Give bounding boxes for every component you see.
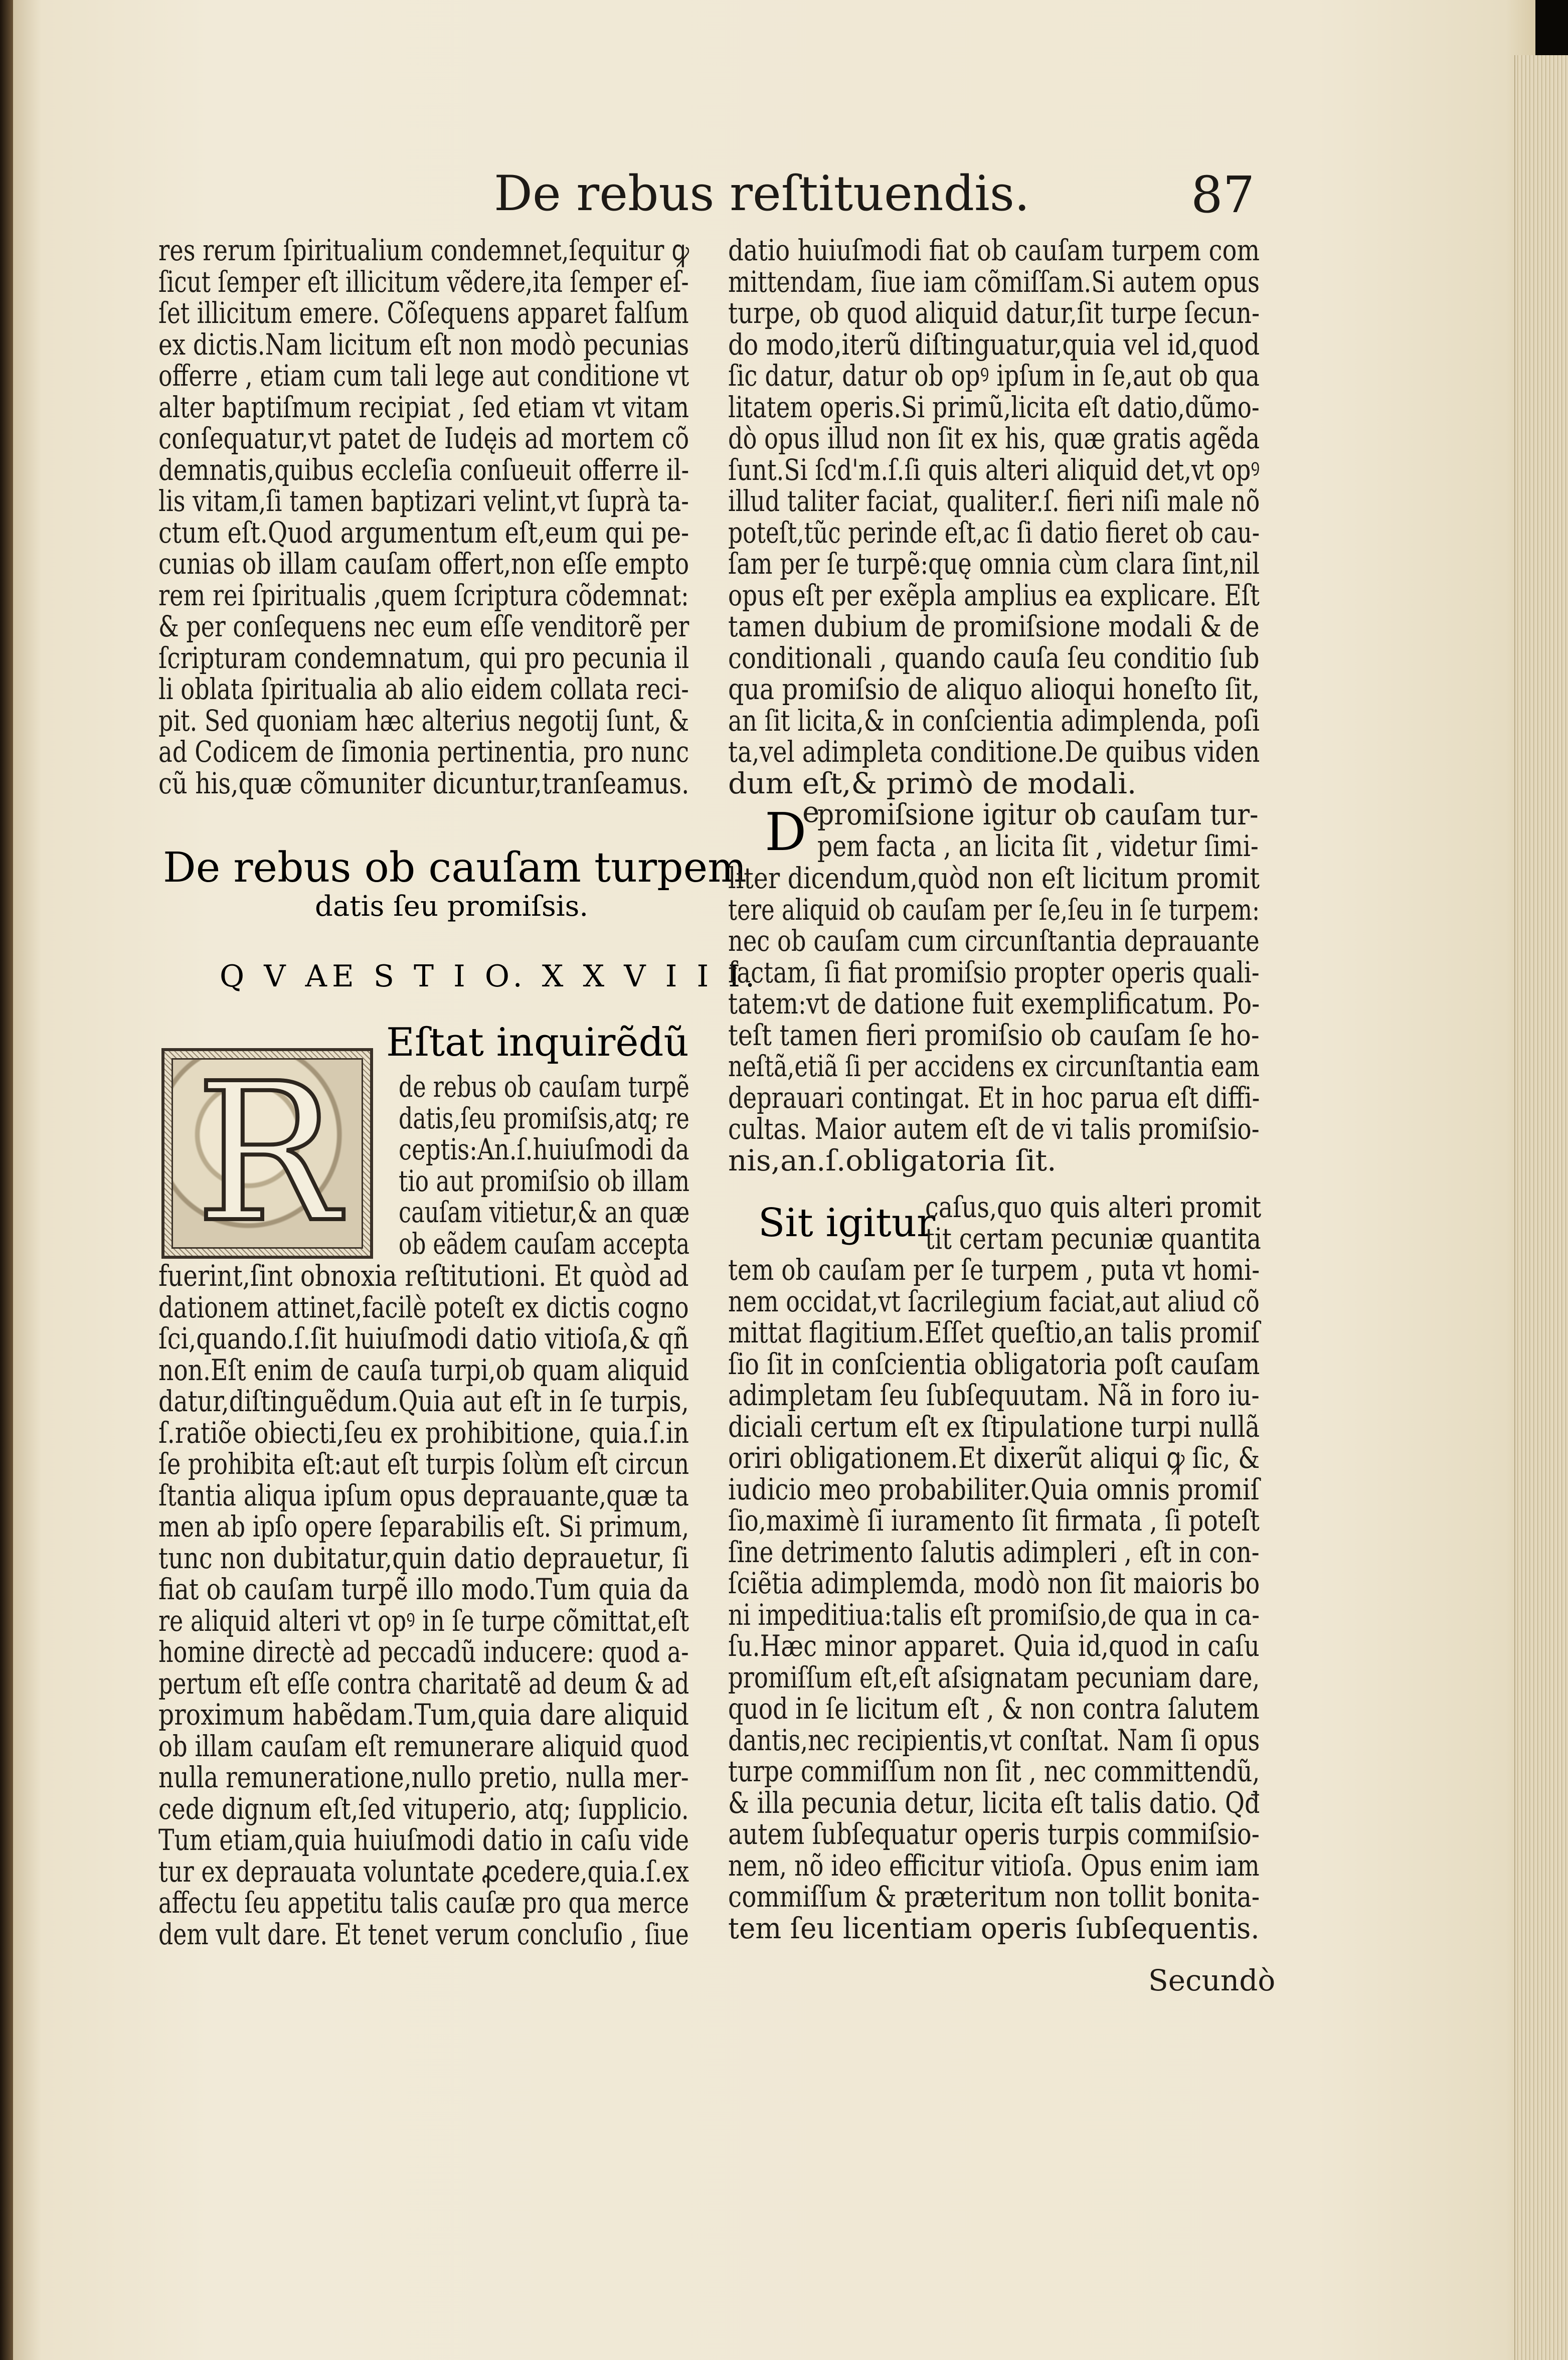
drop-word-e: e <box>802 795 820 829</box>
text-line: res rerum ſpiritualium condemnet,ſequitur ꝙ <box>158 233 689 267</box>
text-line: mittendam, ſiue iam cõmiſſam.Si autem opus <box>728 264 1260 299</box>
text-line: turpe, ob quod aliquid datur,ſit turpe ſecun- <box>728 296 1260 330</box>
running-head: De rebus reſtituendis. <box>494 165 1030 222</box>
text-line: non.Eſt enim de cauſa turpi,ob quam aliquid <box>158 1353 689 1387</box>
text-line: tem ſeu licentiam operis ſubſequentis. <box>728 1911 1260 1945</box>
text-line: ſicut ſemper eſt illicitum vẽdere,ita ſemper eſ- <box>158 264 689 299</box>
text-line: nulla remuneratione,nullo pretio, nulla mer- <box>158 1760 689 1794</box>
text-line: factam, ſi fiat promiſsio propter operis quali- <box>728 955 1260 989</box>
text-line: ni impeditiua:talis eſt promiſsio,de qua in ca- <box>728 1597 1260 1632</box>
text-line: mittat flagitium.Eſſet queſtio,an talis promiſ <box>728 1315 1260 1350</box>
text-line: ſam per ſe turpẽ:quę omnia cùm clara ſint,nil <box>728 547 1260 581</box>
text-line: proximum habẽdam.Tum,quia dare aliquid <box>158 1698 689 1732</box>
text-line: de rebus ob cauſam turpẽ <box>399 1070 689 1104</box>
folio-number: 87 <box>1191 165 1255 224</box>
text-line: ex dictis.Nam licitum eſt non modò pecunias <box>158 327 689 362</box>
page-edges <box>1514 55 1568 2360</box>
catchword: Secundò <box>1148 1963 1276 1997</box>
text-line: tio aut promiſsio ob illam <box>399 1163 690 1198</box>
text-line: dationem attinet,facilè poteſt ex dictis cogno <box>158 1290 689 1324</box>
text-line: ſunt.Si ſcd'm.ſ.ſi quis alteri aliquid det,vt opꝰ <box>728 452 1260 487</box>
text-line: do modo,iterũ diſtinguatur,quia vel id,quod <box>728 327 1260 362</box>
text-line: iudicio meo probabiliter.Quia omnis promiſ <box>728 1472 1260 1506</box>
text-line: & illa pecunia detur, licita eſt talis datio. Qđ <box>728 1785 1260 1820</box>
text-line: an ſit licita,& in conſcientia adimplenda, poſi <box>728 703 1260 738</box>
section-subtitle: datis ſeu promiſsis. <box>315 890 589 923</box>
text-line: poteſt,tũc perinde eſt,ac ſi datio fieret ob cau- <box>728 515 1260 550</box>
text-line: tamen dubium de promiſsione modali & de <box>728 609 1260 643</box>
text-line: ob illam cauſam eſt remunerare aliquid quod <box>158 1729 689 1763</box>
text-line: ob eãdem cauſam accepta <box>399 1226 690 1261</box>
text-line: opus eſt per exẽpla amplius ea explicare. Eſt <box>728 578 1260 612</box>
text-line: oriri obligationem.Et dixerũt aliqui ꝙ ſic, & <box>728 1441 1260 1475</box>
text-line: datis,ſeu promiſsis,atq; re <box>399 1101 689 1135</box>
text-line: ſine detrimento ſalutis adimpleri , eſt in con- <box>728 1535 1260 1569</box>
text-line: tatem:vt de datione fuit exemplificatum. Po- <box>728 986 1260 1021</box>
text-line: homine directè ad peccadũ inducere: quod a- <box>158 1635 689 1669</box>
text-line: rem rei ſpiritualis ,quem ſcriptura cõdemnat: <box>158 578 689 612</box>
text-line: conſequatur,vt patet de Iudęis ad mortem cõ <box>158 421 689 455</box>
decorated-initial <box>161 1042 373 1264</box>
sit-igitur: Sit igitur <box>758 1201 936 1246</box>
text-line: liter dicendum,quòd non eſt licitum promit <box>728 861 1260 895</box>
text-line: tit certam pecuniæ quantita <box>925 1221 1261 1256</box>
text-line: pem facta , an licita ſit , videtur ſimi- <box>817 828 1259 863</box>
question-label: Q V AE S T I O. X X V I I I. <box>220 959 760 994</box>
text-line: Tum etiam,quia huiuſmodi datio in caſu vide <box>158 1823 689 1857</box>
text-line: ſ.ratiõe obiecti,ſeu ex prohibitione, quia.ſ.in <box>158 1415 689 1450</box>
text-line: dum eſt,& primò de modali. <box>728 766 1137 800</box>
section-title: De rebus ob cauſam turpem <box>163 844 747 892</box>
text-line: ſtantia aliqua ipſum opus deprauante,quæ ta <box>158 1478 689 1512</box>
text-line: dantis,nec recipientis,vt conſtat. Nam ſi opus <box>728 1723 1260 1757</box>
text-line: conditionali , quando cauſa ſeu conditio ſub <box>728 640 1260 675</box>
text-line: commiſſum & præteritum non tollit bonita- <box>728 1880 1260 1914</box>
binding-gutter <box>0 0 13 2360</box>
text-line: nem, nõ ideo efficitur vitioſa. Opus enim iam <box>728 1848 1260 1883</box>
text-line: promiſsione igitur ob cauſam tur- <box>817 797 1259 831</box>
text-line: affectu ſeu appetitu talis cauſæ pro qua merce <box>158 1886 689 1920</box>
text-line: tur ex deprauata voluntate ꝓcedere,quia.ſ.ex <box>158 1854 689 1889</box>
text-line: cũ his,quæ cõmuniter dicuntur,tranſeamus. <box>158 766 689 800</box>
text-line: & per conſequens nec eum eſſe venditorẽ per <box>158 609 689 643</box>
text-line: re aliquid alteri vt opꝰ in ſe turpe cõmittat,eſt <box>158 1603 689 1638</box>
text-line: ſio,maximè ſi iuramento ſit firmata , ſi poteſt <box>728 1503 1260 1538</box>
text-line: ſcripturam condemnatum, qui pro pecunia il <box>158 640 689 675</box>
text-line: nem occidat,vt ſacrilegium faciat,aut aliud cõ <box>728 1284 1260 1318</box>
text-line: ſio ſit in conſcientia obligatoria poſt cauſam <box>728 1346 1260 1381</box>
text-line: ta,vel adimpleta conditione.De quibus viden <box>728 735 1260 769</box>
text-line: pit. Sed quoniam hæc alterius negotij ſunt, & <box>158 703 689 738</box>
text-line: demnatis,quibus eccleſia conſueuit offerre il- <box>158 452 689 487</box>
text-line: ſu.Hæc minor apparet. Quia id,quod in caſu <box>728 1629 1260 1663</box>
text-line: qua promiſsio de aliquo alioqui honeſto ſit, <box>728 672 1260 706</box>
text-line: ſe prohibita eſt:aut eſt turpis ſolùm eſt circun <box>158 1447 689 1481</box>
text-line: cunias ob illam cauſam offert,non eſſe empto <box>158 547 689 581</box>
text-line: ad Codicem de ſimonia pertinentia, pro nunc <box>158 735 689 769</box>
text-line: dò opus illud non ſit ex his, quæ gratis agẽda <box>728 421 1260 455</box>
text-line: tere aliquid ob cauſam per ſe,ſeu in ſe turpem: <box>728 892 1260 927</box>
text-line: autem ſubſequatur operis turpis commiſsio- <box>728 1817 1260 1851</box>
text-line: offerre , etiam cum tali lege aut conditione vt <box>158 359 689 393</box>
text-line: diciali certum eſt ex ſtipulatione turpi nullã <box>728 1409 1260 1444</box>
text-line: caſus,quo quis alteri promit <box>925 1190 1262 1224</box>
text-line: ſic datur, datur ob opꝰ ipſum in ſe,aut ob qua <box>728 359 1260 393</box>
text-line: ſci,quando.ſ.ſit huiuſmodi datio vitioſa,& qñ <box>158 1321 689 1356</box>
text-line: quod in ſe licitum eſt , & non contra ſalutem <box>728 1692 1260 1726</box>
text-line: ſciẽtia adimplemda, modò non ſit maioris bo <box>728 1566 1260 1600</box>
text-line: datio huiuſmodi fiat ob cauſam turpem com <box>728 233 1260 267</box>
text-line: ctum eſt.Quod argumentum eſt,eum qui pe- <box>158 515 689 550</box>
first-word: Eſtat inquirẽdũ <box>386 1020 689 1065</box>
text-line: cauſam vitietur,& an quæ <box>399 1195 690 1229</box>
text-line: dem vult dare. Et tenet verum concluſio , ſiue <box>158 1917 689 1951</box>
text-line: tunc non dubitatur,quin datio deprauetur, ſi <box>158 1541 689 1575</box>
text-line: litatem operis.Si primũ,licita eſt datio,dũmo- <box>728 390 1260 424</box>
text-line: nis,an.ſ.obligatoria ſit. <box>728 1143 1057 1177</box>
text-line: cede dignum eſt,ſed vituperio, atq; ſupplicio. <box>158 1791 689 1826</box>
text-line: deprauari contingat. Et in hoc parua eſt diffi- <box>728 1080 1260 1115</box>
text-line: fiat ob cauſam turpẽ illo modo.Tum quia da <box>158 1572 689 1606</box>
text-line: li oblata ſpiritualia ab alio eidem collata reci- <box>158 672 689 706</box>
drop-initial-d: D <box>765 801 807 863</box>
text-line: alter baptiſmum recipiat , ſed etiam vt vitam <box>158 390 689 424</box>
text-line: ſet illicitum emere. Cõſequens apparet falſum <box>158 296 689 330</box>
text-line: fuerint,ſint obnoxia reſtitutioni. Et quòd ad <box>158 1259 689 1293</box>
text-line: men ab ipſo opere ſeparabilis eſt. Si primum, <box>158 1509 689 1544</box>
text-line: cultas. Maior autem eſt de vi talis promiſsio- <box>728 1112 1260 1146</box>
text-line: adimpletam ſeu ſubſequutam. Nã in foro iu- <box>728 1378 1260 1412</box>
text-line: pertum eſt eſſe contra charitatẽ ad deum & ad <box>158 1666 689 1701</box>
text-line: ceptis:An.ſ.huiuſmodi da <box>399 1132 689 1166</box>
initial-letter: R <box>195 1042 339 1264</box>
text-line: promiſſum eſt,eſt aſsignatam pecuniam dare, <box>728 1660 1260 1695</box>
text-line: tem ob cauſam per ſe turpem , puta vt homi- <box>728 1253 1260 1287</box>
text-line: neſtã,etiã ſi per accidens ex circunſtantia eam <box>728 1049 1260 1083</box>
text-line: nec ob cauſam cum circunſtantia deprauante <box>728 924 1260 958</box>
text-line: illud taliter faciat, qualiter.ſ. fieri niſi male nõ <box>728 484 1260 518</box>
text-line: lis vitam,ſi tamen baptizari velint,vt ſuprà ta- <box>158 484 689 518</box>
text-line: datur,diſtinguẽdum.Quia aut eſt in ſe turpis, <box>158 1384 689 1418</box>
text-line: teſt tamen fieri promiſsio ob cauſam ſe ho- <box>728 1018 1260 1052</box>
text-line: turpe commiſſum non ſit , nec committendũ, <box>728 1754 1260 1788</box>
